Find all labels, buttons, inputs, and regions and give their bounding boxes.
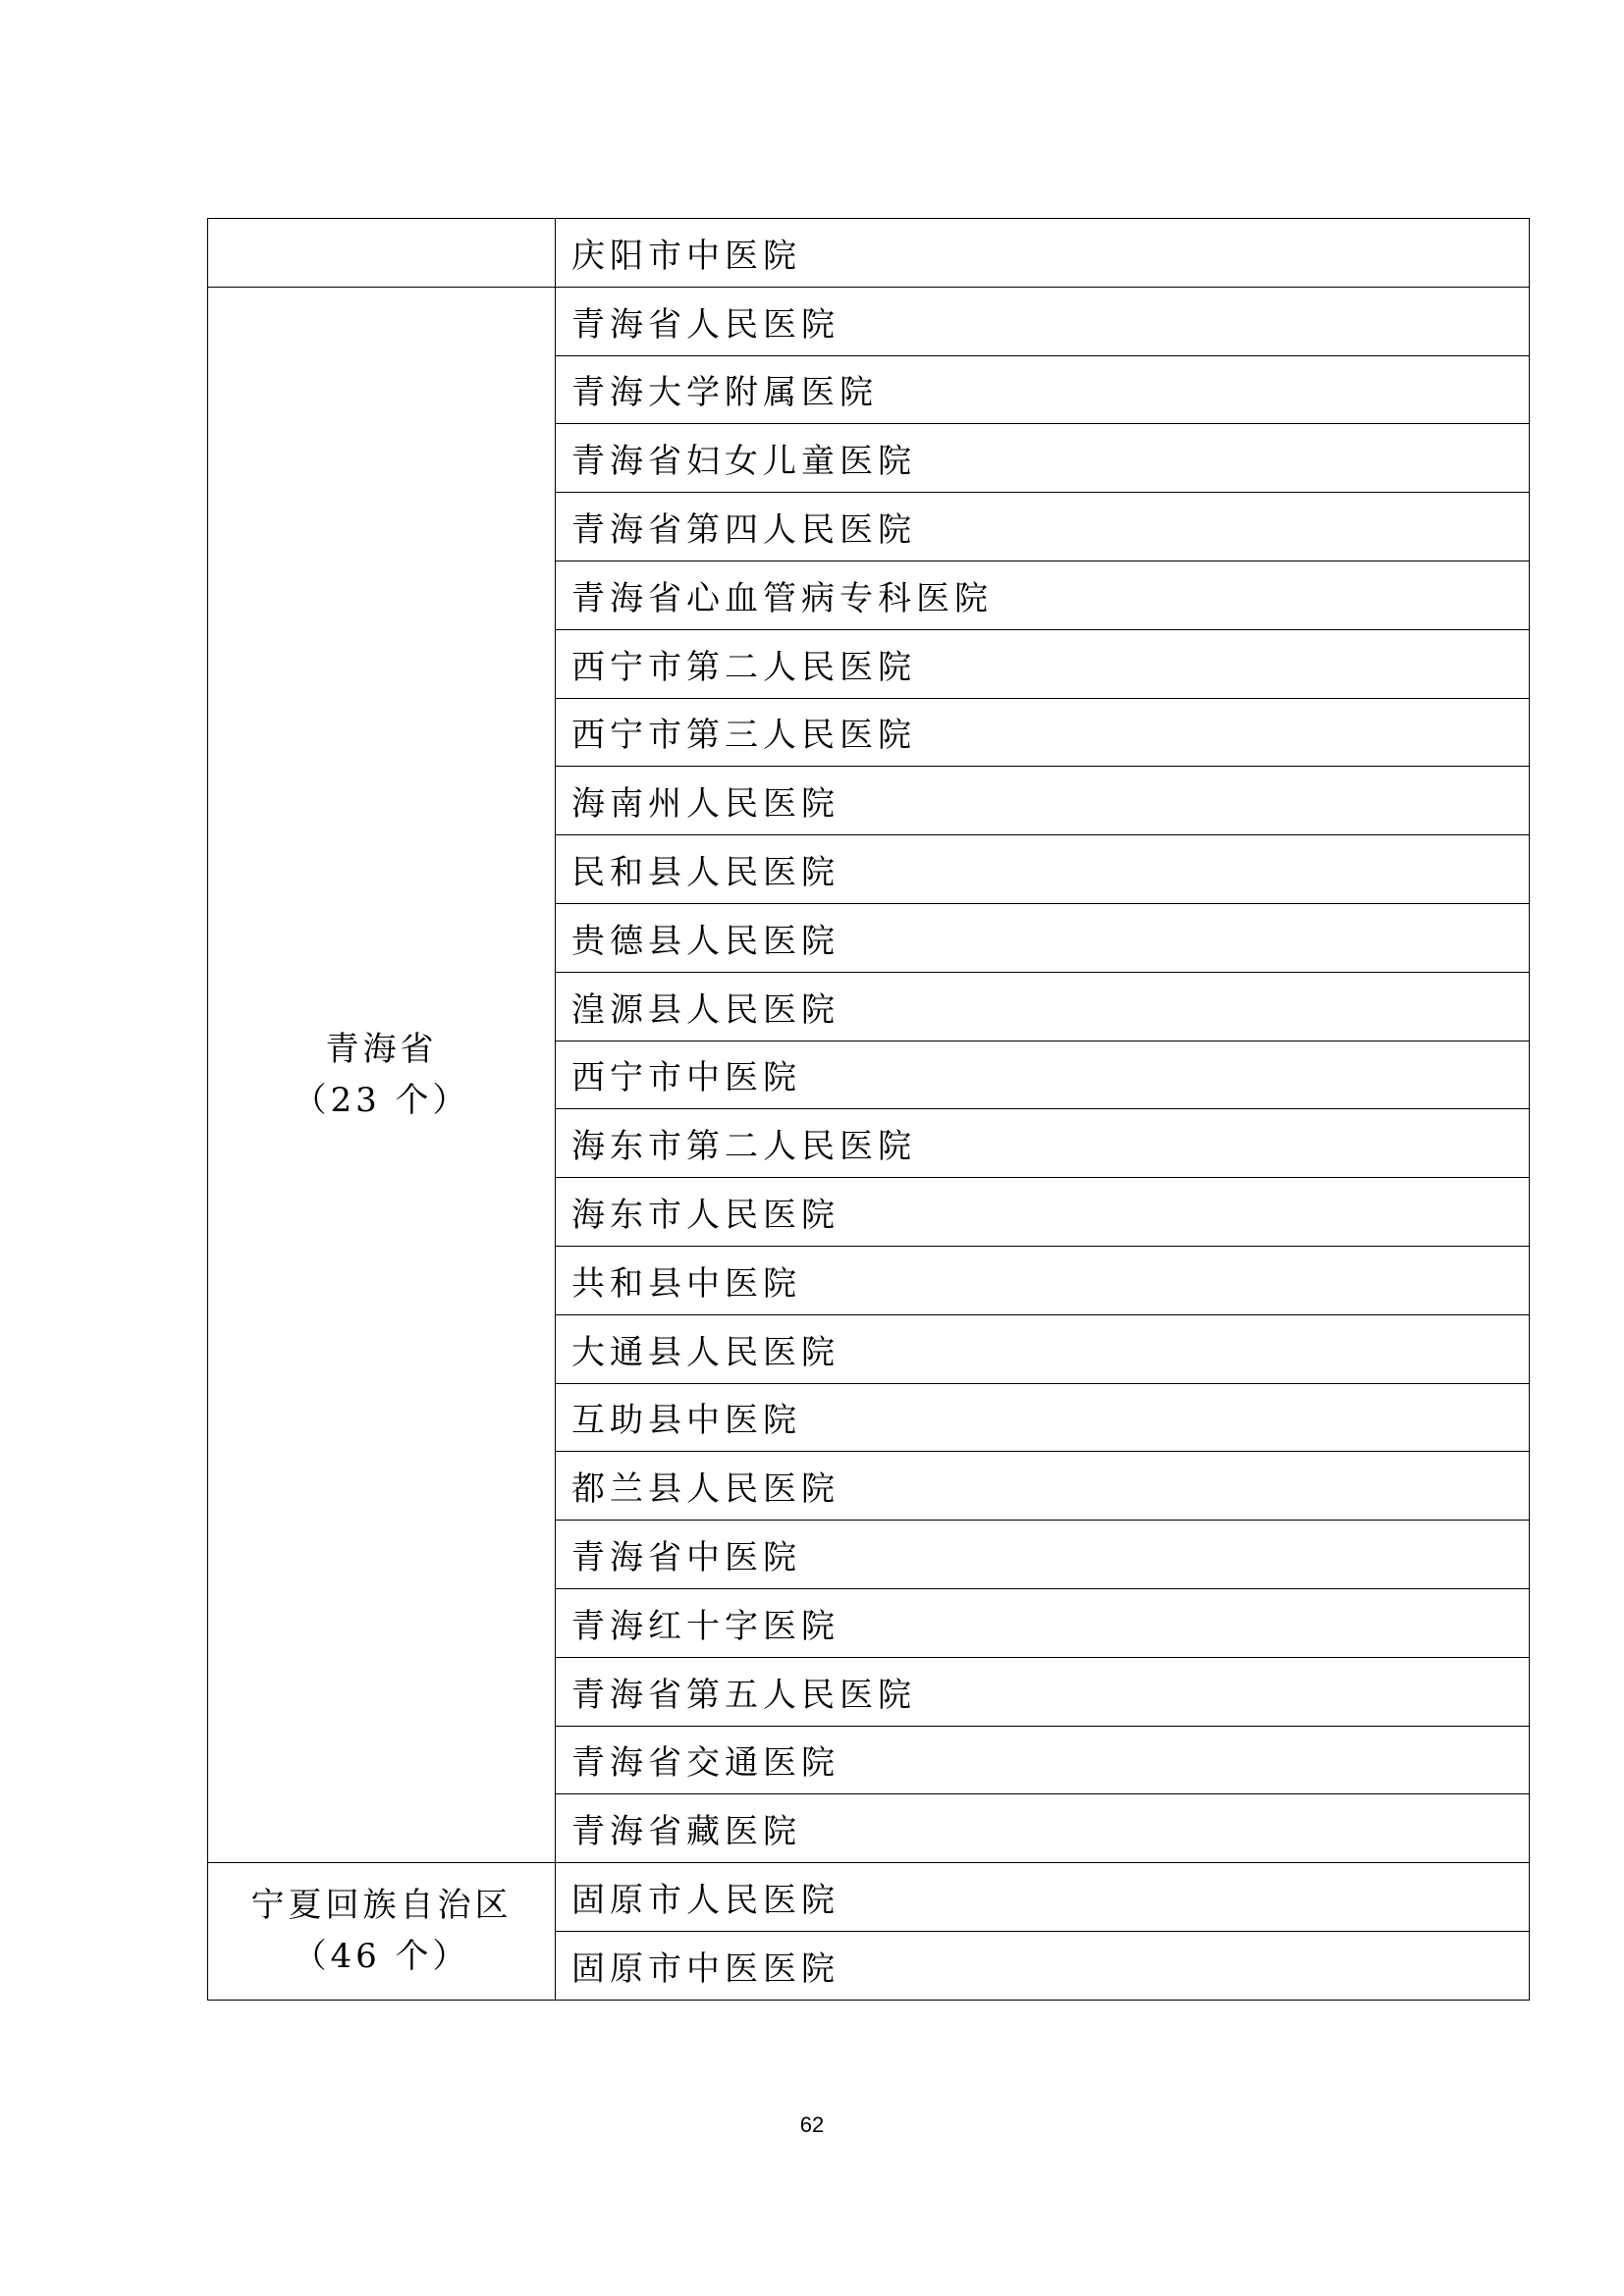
hospital-name: 海南州人民医院 <box>556 767 1530 835</box>
hospital-name: 青海省中医院 <box>556 1521 1530 1589</box>
hospital-name: 大通县人民医院 <box>556 1314 1530 1383</box>
page-number: 62 <box>799 2112 825 2137</box>
hospital-name: 固原市中医医院 <box>556 1931 1530 2000</box>
hospital-name: 青海省第四人民医院 <box>556 493 1530 561</box>
province-cell-ningxia <box>208 1863 556 2001</box>
hospital-name: 共和县中医院 <box>556 1246 1530 1314</box>
table-row <box>208 287 1530 355</box>
province-name: 宁夏回族自治区 <box>250 1886 513 1926</box>
hospital-name: 青海省妇女儿童医院 <box>556 424 1530 493</box>
province-count: （23 个） <box>293 1080 470 1120</box>
province-count: （46 个） <box>293 1937 470 1977</box>
hospital-name: 西宁市第二人民医院 <box>556 629 1530 698</box>
hospital-name: 青海省藏医院 <box>556 1794 1530 1863</box>
hospital-name: 青海红十字医院 <box>556 1588 1530 1657</box>
hospital-name: 互助县中医院 <box>556 1383 1530 1452</box>
hospital-name: 民和县人民医院 <box>556 835 1530 904</box>
province-cell-empty <box>208 219 556 288</box>
hospital-name: 海东市第二人民医院 <box>556 1109 1530 1178</box>
hospital-name: 贵德县人民医院 <box>556 903 1530 972</box>
hospital-name: 西宁市中医院 <box>556 1041 1530 1109</box>
hospital-name: 西宁市第三人民医院 <box>556 698 1530 767</box>
hospital-name: 湟源县人民医院 <box>556 972 1530 1041</box>
hospital-name: 都兰县人民医院 <box>556 1452 1530 1521</box>
table-row <box>208 219 1530 288</box>
hospital-name: 青海省交通医院 <box>556 1726 1530 1794</box>
hospital-name: 固原市人民医院 <box>556 1863 1530 1932</box>
hospital-name: 海东市人民医院 <box>556 1178 1530 1247</box>
table-row <box>208 1863 1530 1932</box>
hospital-table <box>207 218 1530 2001</box>
hospital-name: 青海省人民医院 <box>556 287 1530 355</box>
hospital-name: 庆阳市中医院 <box>556 219 1530 288</box>
hospital-name: 青海省心血管病专科医院 <box>556 561 1530 629</box>
hospital-name: 青海大学附属医院 <box>556 355 1530 424</box>
province-cell-qinghai <box>208 287 556 1862</box>
hospital-name: 青海省第五人民医院 <box>556 1657 1530 1726</box>
province-name: 青海省 <box>325 1029 438 1069</box>
